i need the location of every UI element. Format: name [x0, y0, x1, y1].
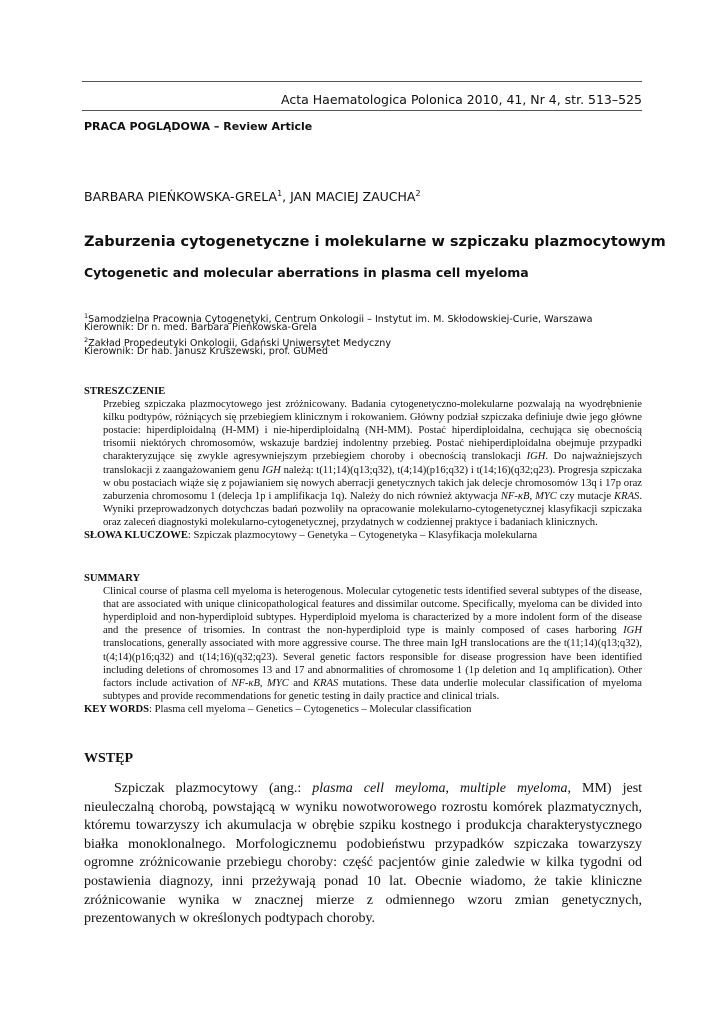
affiliation-mark: 2: [84, 336, 89, 344]
abstract-english-heading: SUMMARY: [84, 573, 141, 584]
intro-paragraph: Szpiczak plazmocytowy (ang.: plasma cell meyloma, multiple myeloma, MM) jest nieuleczalną chorobą, powstającą w wyniku nowotworowego rozrostu komórek plazmatycznych, któremu towarzyszy ich akumulacja w obrębie szpiku kostnego i produkcja charakterystycznego białka monoklonalnego. Morfologicznemu podobieństwu przypadków szpiczaka towarzyszy ogromne zróżnicowanie przebiegu choroby: część pacjentów ginie zaledwie w kilka tygodni od postawienia diagnozy, inni przeżywają ponad 10 lat. Obecnie wiadomo, że takie kliniczne zróżnicowanie wynika w znacznej mierze z odmiennego wzoru zmian genetycznych, prezentowanych w określonych podtypach choroby.: [84, 781, 643, 927]
abstract-polish: [84, 385, 642, 542]
abstract-polish-text: Przebieg szpiczaka plazmocytowego jest zróżnicowany. Badania cytogenetyczno-molekularne pozwalają na wyodrębnienie kilku podtypów, różniących się przebiegiem klinicznym i rokowaniem. Główny podział szpiczaka definiuje dwie jego główne postacie: hiperdiploidalną (H-MM) i nie-hiperdiploidalną (NH-MM). Postać hiperdiploidalna, cechująca się obecnością trisomii niektórych chromosomów, wskazuje bardziej indolentny przebieg. Postać niehiperdiploidalna obejmuje przypadki charakteryzujące się zwykle agresywniejszym przebiegiem choroby i obecnością translokacji IGH. Do najważniejszych translokacji z zaangażowaniem genu IGH należą: t(11;14)(q13;q32), t(4;14)(p16;q32) i t(14;16)(q32;q23). Progresja szpiczaka w obu postaciach wiąże się z pojawianiem się nowych aberracji genetycznych takich jak delecje chromosomów 13q i 17p oraz zaburzenia chromosomu 1 (delecja 1p i amplifikacja 1q). Należy do nich również aktywacja NF-κB, MYC czy mutacje KRAS. Wyniki przeprowadzonych dotychczas badań pozwoliły na opracowanie molekularno-cytogenetycznej klasyfikacji szpiczaka oraz zaleceń diagnostyki molekularno-cytogenetycznej, przydatnych w codziennej praktyce i badaniach klinicznych.: [103, 399, 642, 528]
author-affiliation-mark: 2: [415, 189, 421, 198]
author-list: [84, 189, 421, 204]
affiliation-text: Samodzielna Pracownia Cytogenetyki, Centrum Onkologii – Instytut im. M. Skłodowskiej-Curie, Warszawa: [88, 314, 593, 326]
keywords-english: KEY WORDS: Plasma cell myeloma – Genetics – Cytogenetics – Molecular classification: [84, 703, 472, 715]
affiliation-mark: 1: [84, 312, 89, 320]
keywords-polish: SŁOWA KLUCZOWE: Szpiczak plazmocytowy – Genetyka – Cytogenetyka – Klasyfikacja molekularna: [84, 530, 538, 542]
author-name: BARBARA PIEŃKOWSKA-GRELA: [84, 189, 278, 205]
article-type: PRACA POGLĄDOWA – Review Article: [84, 120, 313, 133]
abstract-english: [84, 572, 642, 716]
author-name: JAN MACIEJ ZAUCHA: [290, 189, 416, 205]
title-polish: Zaburzenia cytogenetyczne i molekularne w szpiczaku plazmocytowym: [84, 234, 666, 250]
author-separator: ,: [282, 189, 291, 205]
journal-citation: Acta Haematologica Polonica 2010, 41, Nr 4, str. 513–525: [281, 92, 642, 107]
title-english: Cytogenetic and molecular aberrations in plasma cell myeloma: [84, 265, 529, 280]
abstract-english-text: Clinical course of plasma cell myeloma is heterogenous. Molecular cytogenetic tests identified several subtypes of the disease, that are associated with unique clinicopathological features and dissimilar outcome. Specifically, myeloma can be divided into hyperdiploid and non-hyperdiploid subtypes. Hyperdiploid myeloma is characterized by a more indolent form of the disease and the presence of trisomies. In contrast the non-hyperdiploid type is mainly composed of cases harboring IGH translocations, generally associated with more aggressive course. The three main IgH translocations are the t(11;14)(q13;q32), t(4;14)(p16;q32) and t(14;16)(q32;q23). Several genetic factors responsible for disease progression have been identified including deletions of chromosomes 13 and 17 and abnormalities of chromosome 1 (1p deletion and 1q amplification). Other factors include activation of NF-κB, MYC and KRAS mutations. These data underlie molecular classification of myeloma subtypes and provide recommendations for genetic testing in daily practice and clinical trials.: [103, 586, 643, 702]
affiliation-2-head: Kierownik: Dr hab. Janusz Kruszewski, prof. GUMed: [84, 346, 328, 357]
header-top-rule: [82, 81, 642, 82]
header-bottom-rule: [82, 110, 642, 111]
author-affiliation-mark: 1: [277, 189, 283, 198]
section-heading: WSTĘP: [84, 751, 134, 766]
abstract-polish-heading: STRESZCZENIE: [84, 386, 166, 397]
affiliation-text: Zakład Propedeutyki Onkologii, Gdański Uniwersytet Medyczny: [88, 338, 392, 350]
affiliation-1-head: Kierownik: Dr n. med. Barbara Pieńkowska-Grela: [84, 322, 317, 333]
